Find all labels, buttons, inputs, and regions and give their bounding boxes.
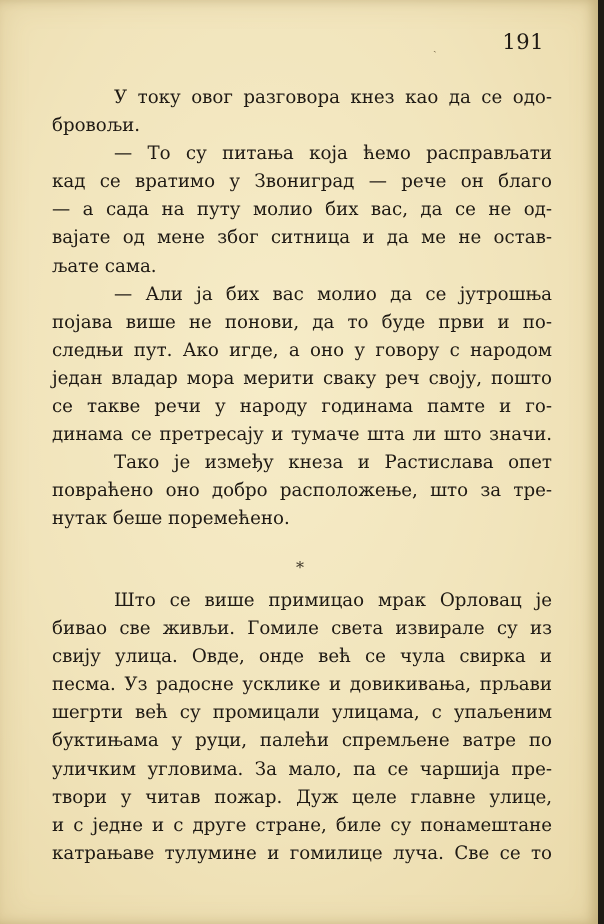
text-block-bottom [52,587,552,868]
paragraph-4 [52,449,552,533]
section-separator: * [296,558,304,577]
text-line: буктињама у руци, палећи спремљене ватре по [52,730,552,752]
text-line: вајате од мене због ситница и да ме не остав- [52,227,552,249]
text-line: свију улица. Овде, онде већ се чула свирка и [52,646,552,668]
text-line: — а сада на путу молио бих вас, да се не од- [52,199,552,221]
ink-mark: ˎ [433,40,437,53]
text-line: — То су питања која ћемо расправљати [114,143,552,165]
text-line: кад се вратимо у Звониград — рече он благо [52,171,552,193]
paragraph-5 [52,587,552,868]
text-line: бивао све живљи. Гомиле света извирале су из [52,618,552,640]
text-line: твори у читав пожар. Дуж целе главне улице, [52,786,552,808]
text-block-top [52,84,552,534]
text-line: и с једне и с друге стране, биле су понамештане [52,814,552,836]
text-line: љате сама. [52,255,157,277]
paragraph-2 [52,140,552,280]
text-line: Што се више примицао мрак Орловац је [114,590,552,611]
text-line: динама се претресају и тумаче шта ли што значи. [52,424,552,446]
paragraph-3 [52,281,552,450]
text-line: песма. Уз радосне усклике и довикивања, прљави [52,674,552,696]
text-line: шегрти већ су промицали улицама, с упаљеним [52,702,552,724]
text-line: се такве речи у народу годинама памте и го- [52,396,552,418]
text-line: У току овог разговора кнез као да се одо- [114,87,552,108]
text-line: катрањаве тулумине и гомилице луча. Све се то [52,842,552,864]
text-line: нутак беше поремећено. [52,508,290,530]
text-line: један владар мора мерити сваку реч своју, пошто [52,367,552,389]
text-line: уличким угловима. За мало, па се чаршија пре- [52,758,552,780]
text-line: — Али ја бих вас молио да се јутрошња [114,283,552,305]
page-number: 191 [502,30,544,54]
text-line: појава више не понови, да то буде први и по- [52,311,552,333]
text-line: повраћено оно добро расположење, што за тре- [52,480,552,502]
text-line: бровољи. [52,115,140,137]
paragraph-1 [52,84,552,140]
text-line: следњи пут. Ако игде, а оно у говору с народом [52,339,552,361]
text-line: Тако је између кнеза и Растислава опет [114,452,552,474]
